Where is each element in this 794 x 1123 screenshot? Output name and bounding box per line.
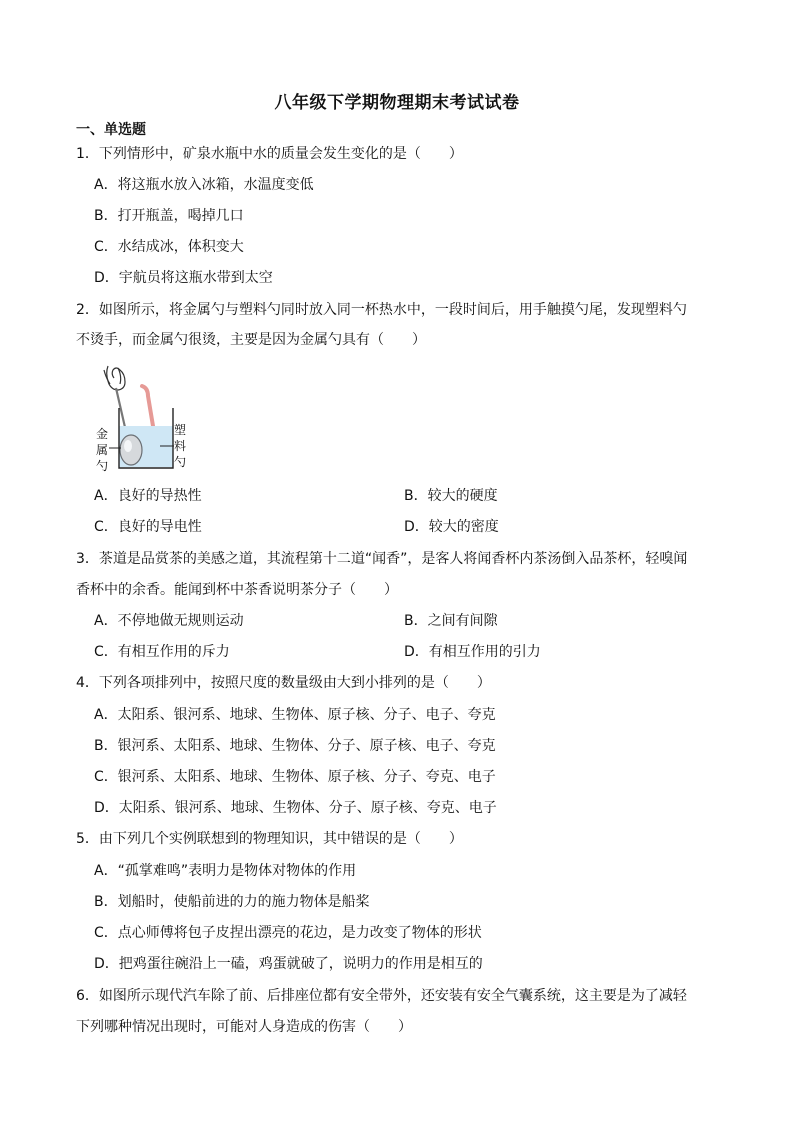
question-3-option-d: D．有相互作用的引力: [404, 644, 541, 660]
question-5-option-c: C．点心师傅将包子皮捏出漂亮的花边，是力改变了物体的形状: [94, 925, 482, 941]
question-2-figure-spoons-in-cup: [92, 362, 196, 474]
question-2-option-a: A．良好的导热性: [94, 488, 202, 504]
plastic-spoon-label-3: 勺: [174, 455, 187, 469]
metal-spoon-label-3: 勺: [96, 459, 109, 473]
question-1-stem: 1．下列情形中，矿泉水瓶中水的质量会发生变化的是（ ）: [76, 146, 463, 162]
question-5-option-a: A．“孤掌难鸣”表明力是物体对物体的作用: [94, 863, 357, 879]
page-title: 八年级下学期物理期末考试试卷: [274, 93, 520, 113]
question-4-option-c: C．银河系、太阳系、地球、生物体、原子核、分子、夸克、电子: [94, 769, 496, 785]
plastic-spoon-label-1: 塑: [174, 423, 187, 437]
metal-spoon-bowl: [120, 435, 142, 465]
question-5-option-d: D．把鸡蛋往碗沿上一磕，鸡蛋就破了，说明力的作用是相互的: [94, 956, 483, 972]
section-heading: 一、单选题: [76, 122, 146, 138]
metal-spoon-label-2: 属: [96, 443, 109, 457]
question-3-option-a: A．不停地做无规则运动: [94, 613, 244, 629]
question-4-option-a: A．太阳系、银河系、地球、生物体、原子核、分子、电子、夸克: [94, 707, 496, 723]
question-6-stem-line-1: 6．如图所示现代汽车除了前、后排座位都有安全带外，还安装有安全气囊系统，这主要是为了减轻: [76, 988, 687, 1004]
plastic-spoon-handle: [142, 386, 154, 432]
question-3-stem-line-1: 3．茶道是品赏茶的美感之道，其流程第十二道“闻香”，是客人将闻香杯内茶汤倒入品茶杯，轻嗅闻: [76, 551, 688, 567]
question-1-option-b: B．打开瓶盖，喝掉几口: [94, 208, 244, 224]
question-3-stem-line-2: 香杯中的余香。能闻到杯中茶香说明茶分子（ ）: [76, 582, 398, 598]
question-1-option-a: A．将这瓶水放入冰箱，水温度变低: [94, 177, 314, 193]
question-2-option-b: B．较大的硬度: [404, 488, 498, 504]
plastic-spoon-label-2: 料: [174, 439, 187, 453]
question-2-stem-line-2: 不烫手，而金属勺很烫，主要是因为金属勺具有（ ）: [76, 332, 426, 348]
question-3-option-b: B．之间有间隙: [404, 613, 498, 629]
hand-illustration: [104, 366, 125, 390]
question-5-stem: 5．由下列几个实例联想到的物理知识，其中错误的是（ ）: [76, 831, 463, 847]
question-3-option-c: C．有相互作用的斥力: [94, 644, 230, 660]
question-2-option-d: D．较大的密度: [404, 519, 499, 535]
question-4-option-d: D．太阳系、银河系、地球、生物体、分子、原子核、夸克、电子: [94, 800, 497, 816]
question-2-stem-line-1: 2．如图所示，将金属勺与塑料勺同时放入同一杯热水中，一段时间后，用手触摸勺尾，发现塑料勺: [76, 302, 687, 318]
question-2-option-c: C．良好的导电性: [94, 519, 202, 535]
question-6-stem-line-2: 下列哪种情况出现时，可能对人身造成的伤害（ ）: [76, 1019, 412, 1035]
question-4-option-b: B．银河系、太阳系、地球、生物体、分子、原子核、电子、夸克: [94, 738, 496, 754]
question-1-option-c: C．水结成冰，体积变大: [94, 239, 244, 255]
question-1-option-d: D．宇航员将这瓶水带到太空: [94, 270, 273, 286]
metal-spoon-label-1: 金: [96, 427, 109, 441]
question-5-option-b: B．划船时，使船前进的力的施力物体是船桨: [94, 894, 370, 910]
question-4-stem: 4．下列各项排列中，按照尺度的数量级由大到小排列的是（ ）: [76, 675, 491, 691]
